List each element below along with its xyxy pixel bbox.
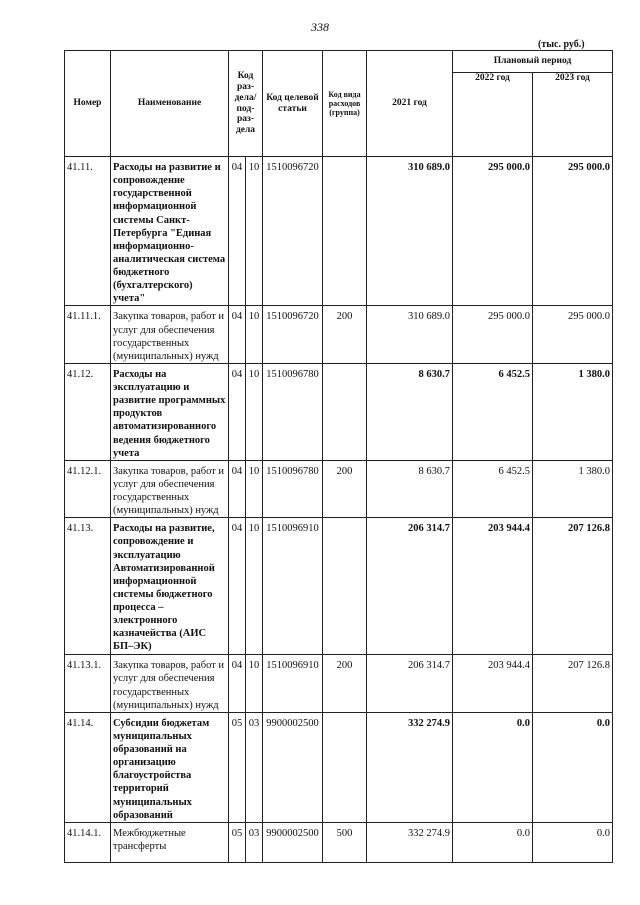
row-value-2022: 6 452.5 <box>453 460 533 518</box>
row-target-code: 9900002500 <box>263 712 323 822</box>
row-target-code: 9900002500 <box>263 822 323 862</box>
row-value-2023: 1 380.0 <box>533 460 613 518</box>
row-expense-code: 200 <box>323 460 367 518</box>
row-section: 04 <box>229 518 246 655</box>
row-value-2023: 0.0 <box>533 822 613 862</box>
row-subsection: 10 <box>246 518 263 655</box>
row-expense-code <box>323 157 367 306</box>
row-value-2021: 310 689.0 <box>367 306 453 364</box>
row-name: Расходы на развитие, сопровождение и эксплуатацию Автоматизированной информационной системы бюджетного процесса – электронного казначейства (АИС БП–ЭК) <box>111 518 229 655</box>
row-target-code: 1510096780 <box>263 460 323 518</box>
table-row <box>65 460 613 518</box>
header-target: Код целевой статьи <box>263 51 323 157</box>
row-section: 04 <box>229 363 246 460</box>
row-expense-code <box>323 712 367 822</box>
row-section: 04 <box>229 460 246 518</box>
row-subsection: 10 <box>246 306 263 364</box>
row-section: 04 <box>229 655 246 713</box>
row-expense-code <box>323 518 367 655</box>
row-number: 41.13. <box>65 518 111 655</box>
row-number: 41.11. <box>65 157 111 306</box>
row-value-2022: 203 944.4 <box>453 655 533 713</box>
row-section: 04 <box>229 306 246 364</box>
table-row <box>65 518 613 655</box>
row-expense-code: 200 <box>323 655 367 713</box>
row-name: Расходы на эксплуатацию и развитие программных продуктов автоматизированного ведения бюджетного учета <box>111 363 229 460</box>
row-value-2022: 0.0 <box>453 822 533 862</box>
header-2022: 2022 год <box>453 73 533 157</box>
row-subsection: 10 <box>246 655 263 713</box>
row-value-2022: 0.0 <box>453 712 533 822</box>
row-value-2021: 332 274.9 <box>367 712 453 822</box>
row-value-2023: 207 126.8 <box>533 518 613 655</box>
row-value-2021: 206 314.7 <box>367 655 453 713</box>
row-value-2021: 206 314.7 <box>367 518 453 655</box>
row-value-2021: 332 274.9 <box>367 822 453 862</box>
row-value-2023: 295 000.0 <box>533 157 613 306</box>
row-name: Субсидии бюджетам муниципальных образований на организацию благоустройства территорий муниципальных образований <box>111 712 229 822</box>
row-subsection: 10 <box>246 460 263 518</box>
units-label: (тыс. руб.) <box>538 39 585 50</box>
budget-table <box>64 50 613 863</box>
row-name: Закупка товаров, работ и услуг для обеспечения государственных (муниципальных) нужд <box>111 306 229 364</box>
row-value-2023: 207 126.8 <box>533 655 613 713</box>
header-section: Код раз-дела/ под-раз-дела <box>229 51 263 157</box>
table-row <box>65 712 613 822</box>
row-value-2021: 8 630.7 <box>367 460 453 518</box>
header-expense: Код вида расходов (группа) <box>323 51 367 157</box>
row-expense-code: 200 <box>323 306 367 364</box>
row-number: 41.12.1. <box>65 460 111 518</box>
header-name: Наименование <box>111 51 229 157</box>
row-value-2022: 295 000.0 <box>453 306 533 364</box>
row-name: Закупка товаров, работ и услуг для обеспечения государственных (муниципальных) нужд <box>111 655 229 713</box>
row-number: 41.13.1. <box>65 655 111 713</box>
row-name: Расходы на развитие и сопровождение государственной информационной системы Санкт-Петербурга "Единая информационно-аналитическая система бюджетного (бухгалтерского) учета" <box>111 157 229 306</box>
row-expense-code: 500 <box>323 822 367 862</box>
row-number: 41.14.1. <box>65 822 111 862</box>
row-subsection: 03 <box>246 712 263 822</box>
row-value-2021: 310 689.0 <box>367 157 453 306</box>
row-name: Межбюджетные трансферты <box>111 822 229 862</box>
row-name: Закупка товаров, работ и услуг для обеспечения государственных (муниципальных) нужд <box>111 460 229 518</box>
header-2021: 2021 год <box>367 51 453 157</box>
row-value-2021: 8 630.7 <box>367 363 453 460</box>
row-target-code: 1510096780 <box>263 363 323 460</box>
row-subsection: 03 <box>246 822 263 862</box>
row-number: 41.12. <box>65 363 111 460</box>
row-target-code: 1510096720 <box>263 157 323 306</box>
row-target-code: 1510096910 <box>263 518 323 655</box>
header-number: Номер <box>65 51 111 157</box>
row-number: 41.11.1. <box>65 306 111 364</box>
row-value-2022: 203 944.4 <box>453 518 533 655</box>
row-expense-code <box>323 363 367 460</box>
row-value-2022: 6 452.5 <box>453 363 533 460</box>
row-subsection: 10 <box>246 363 263 460</box>
header-2023: 2023 год <box>533 73 613 157</box>
row-subsection: 10 <box>246 157 263 306</box>
table-row <box>65 157 613 306</box>
row-target-code: 1510096720 <box>263 306 323 364</box>
row-target-code: 1510096910 <box>263 655 323 713</box>
table-row <box>65 363 613 460</box>
page-number: 338 <box>311 20 329 34</box>
row-value-2022: 295 000.0 <box>453 157 533 306</box>
row-number: 41.14. <box>65 712 111 822</box>
row-value-2023: 0.0 <box>533 712 613 822</box>
header-planning: Плановый период <box>453 51 613 73</box>
row-section: 05 <box>229 712 246 822</box>
table-row <box>65 306 613 364</box>
table-row <box>65 655 613 713</box>
table-row <box>65 822 613 862</box>
row-value-2023: 295 000.0 <box>533 306 613 364</box>
row-section: 05 <box>229 822 246 862</box>
row-value-2023: 1 380.0 <box>533 363 613 460</box>
row-section: 04 <box>229 157 246 306</box>
